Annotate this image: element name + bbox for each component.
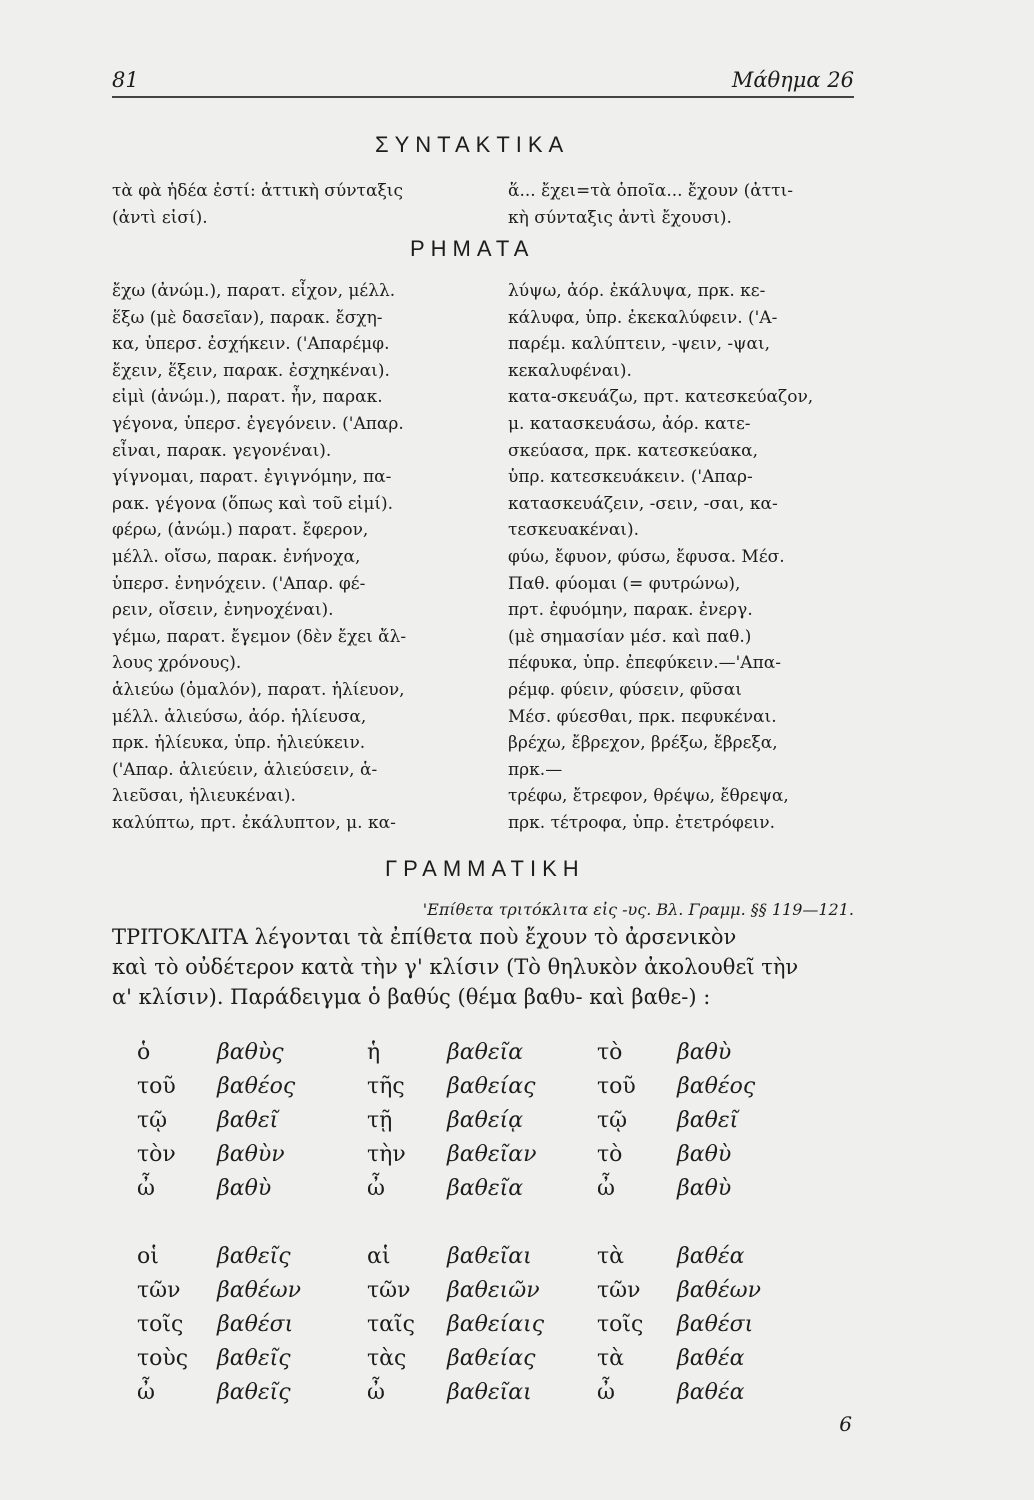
header-rule — [112, 96, 854, 98]
adjective-form-cell: βαθὺ — [677, 1176, 732, 1201]
syntax-heading: ΣΥΝΤΑΚΤΙΚΑ — [375, 132, 570, 157]
grammar-paragraph — [112, 922, 854, 1012]
text-line: λιεῦσαι, ἡλιευκέναι). — [112, 786, 296, 807]
text-line: ὑπρ. κατεσκευάκειν. ('Απαρ- — [508, 467, 753, 488]
text-line: ρειν, οἴσειν, ἐνηνοχέναι). — [112, 600, 334, 621]
lesson-title: Μάθημα 26 — [731, 68, 854, 92]
adjective-form-cell: βαθεῖα — [447, 1040, 524, 1065]
article-cell: αἱ — [367, 1244, 391, 1269]
adjective-form-cell: βαθέος — [677, 1074, 756, 1099]
article-cell: ὦ — [367, 1176, 385, 1201]
adjective-form-cell: βαθεῖαι — [447, 1244, 532, 1269]
article-cell: ὦ — [367, 1380, 385, 1405]
adjective-form-cell: βαθέων — [217, 1278, 301, 1303]
adjective-form-cell: βαθέων — [677, 1278, 761, 1303]
declension-row — [137, 1108, 837, 1142]
text-line: πρτ. ἐφυόμην, παρακ. ἐνεργ. — [508, 600, 753, 621]
declension-row — [137, 1040, 837, 1074]
adjective-form-cell: βαθεῖ — [677, 1108, 739, 1133]
text-line: πρκ. τέτροφα, ὑπρ. ἐτετρόφειν. — [508, 812, 776, 833]
text-line: πρκ.— — [508, 759, 563, 780]
text-line: παρέμ. καλύπτειν, -ψειν, -ψαι, — [508, 334, 771, 355]
text-line: μέλλ. ἁλιεύσω, ἀόρ. ἡλίευσα, — [112, 706, 367, 727]
article-cell: ὦ — [597, 1380, 615, 1405]
adjective-form-cell: βαθεῖαι — [447, 1380, 532, 1405]
verbs-heading: ΡΗΜΑΤΑ — [410, 236, 535, 261]
article-cell: τῇ — [367, 1108, 393, 1133]
article-cell: τοῖς — [137, 1312, 184, 1337]
text-line: ρέμφ. φύειν, φύσειν, φῦσαι — [508, 679, 742, 700]
declension-row — [137, 1312, 837, 1346]
text-line: λους χρόνους). — [112, 653, 242, 674]
text-line: Μέσ. φύεσθαι, πρκ. πεφυκέναι. — [508, 706, 777, 727]
text-line: λύψω, ἀόρ. ἐκάλυψα, πρκ. κε- — [508, 281, 766, 301]
article-cell: τὰ — [597, 1346, 625, 1371]
text-line: κα, ὑπερσ. ἐσχήκειν. ('Απαρέμφ. — [112, 334, 390, 355]
text-line: γέγονα, ὑπερσ. ἐγεγόνειν. ('Απαρ. — [112, 413, 404, 434]
text-line: κεκαλυφέναι). — [508, 360, 632, 381]
adjective-form-cell: βαθέος — [217, 1074, 296, 1099]
text-line: (μὲ σημασίαν μέσ. καὶ παθ.) — [508, 626, 752, 647]
grammar-heading: ΓΡΑΜΜΑΤΙΚΗ — [385, 856, 585, 881]
text-line: τὰ φὰ ἡδέα ἐστί: ἀττικὴ σύνταξις — [112, 181, 403, 201]
declension-row — [137, 1278, 837, 1312]
adjective-form-cell: βαθέα — [677, 1380, 745, 1405]
text-line: φύω, ἔφυον, φύσω, ἔφυσα. Μέσ. — [508, 546, 785, 567]
text-line: ΤΡΙΤΟΚΛΙΤΑ λέγονται τὰ ἐπίθετα ποὺ ἔχουν τὸ ἀρσενικὸν — [112, 925, 737, 949]
text-line: κάλυφα, ὑπρ. ἐκεκαλύφειν. ('Α- — [508, 307, 778, 328]
adjective-form-cell: βαθέα — [677, 1244, 745, 1269]
text-line: πέφυκα, ὑπρ. ἐπεφύκειν.—'Απα- — [508, 653, 781, 674]
adjective-form-cell: βαθέσι — [677, 1312, 754, 1337]
adjective-form-cell: βαθεῖα — [447, 1176, 524, 1201]
article-cell: ἡ — [367, 1040, 381, 1065]
text-line: ἅ... ἔχει=τὰ ὁποῖα... ἔχουν (ἀττι- — [508, 181, 793, 201]
declension-row — [137, 1176, 837, 1210]
article-cell: τοὺς — [137, 1346, 189, 1371]
adjective-form-cell: βαθειῶν — [447, 1278, 540, 1303]
declension-row — [137, 1346, 837, 1380]
grammar-subtitle: 'Επίθετα τριτόκλιτα εἰς -υς. Βλ. Γραμμ. §§ 119—121. — [422, 900, 854, 919]
text-line: εἶναι, παρακ. γεγονέναι). — [112, 440, 332, 461]
adjective-form-cell: βαθέα — [677, 1346, 745, 1371]
article-cell: οἱ — [137, 1244, 159, 1269]
article-cell: τοῦ — [137, 1074, 176, 1099]
article-cell: τῶν — [367, 1278, 411, 1303]
text-line: ρακ. γέγονα (ὅπως καὶ τοῦ εἰμί). — [112, 493, 394, 514]
text-line: πρκ. ἡλίευκα, ὑπρ. ἡλιεύκειν. — [112, 733, 366, 754]
adjective-form-cell: βαθὺν — [217, 1142, 285, 1167]
article-cell: τὸ — [597, 1142, 623, 1167]
article-cell: τὰς — [367, 1346, 407, 1371]
article-cell: τὴν — [367, 1142, 406, 1167]
article-cell: ὦ — [137, 1380, 155, 1405]
adjective-form-cell: βαθεῖ — [217, 1108, 279, 1133]
text-line: τρέφω, ἔτρεφον, θρέψω, ἔθρεψα, — [508, 786, 789, 807]
article-cell: τῆς — [367, 1074, 405, 1099]
adjective-form-cell: βαθείᾳ — [447, 1108, 524, 1133]
adjective-form-cell: βαθεῖς — [217, 1244, 291, 1269]
declension-row — [137, 1244, 837, 1278]
article-cell: ὁ — [137, 1040, 151, 1065]
text-line: καὶ τὸ οὐδέτερον κατὰ τὴν γ' κλίσιν (Τὸ θηλυκὸν ἀκολουθεῖ τὴν — [112, 955, 799, 979]
adjective-form-cell: βαθέσι — [217, 1312, 294, 1337]
article-cell: τοῖς — [597, 1312, 644, 1337]
text-line: εἰμὶ (ἀνώμ.), παρατ. ἦν, παρακ. — [112, 387, 383, 408]
declension-row — [137, 1074, 837, 1108]
text-line: γίγνομαι, παρατ. ἐγιγνόμην, πα- — [112, 467, 392, 488]
syntax-left-column — [112, 178, 403, 231]
text-line: Παθ. φύομαι (= φυτρώνω), — [508, 573, 741, 594]
text-line: κατα-σκευάζω, πρτ. κατεσκεύαζον, — [508, 387, 814, 408]
article-cell: τὰ — [597, 1244, 625, 1269]
text-line: (ἀντὶ εἰσί). — [112, 207, 208, 228]
text-line: α' κλίσιν). Παράδειγμα ὁ βαθύς (θέμα βαθυ- καὶ βαθε-) : — [112, 985, 711, 1009]
page-number: 81 — [112, 68, 139, 92]
text-line: ὑπερσ. ἐνηνόχειν. ('Απαρ. φέ- — [112, 573, 366, 594]
adjective-form-cell: βαθὺ — [677, 1142, 732, 1167]
text-line: φέρω, (ἀνώμ.) παρατ. ἔφερον, — [112, 520, 369, 541]
article-cell: τῷ — [597, 1108, 628, 1133]
declension-row — [137, 1380, 837, 1414]
adjective-form-cell: βαθὺ — [677, 1040, 732, 1065]
article-cell: ταῖς — [367, 1312, 415, 1337]
article-cell: τὸ — [597, 1040, 623, 1065]
article-cell: ὦ — [597, 1176, 615, 1201]
text-line: βρέχω, ἔβρεχον, βρέξω, ἔβρεξα, — [508, 733, 778, 754]
text-line: ἁλιεύω (ὁμαλόν), παρατ. ἡλίευον, — [112, 679, 405, 700]
adjective-form-cell: βαθείαις — [447, 1312, 545, 1337]
adjective-form-cell: βαθὺς — [217, 1040, 284, 1065]
text-line: σκεύασα, πρκ. κατεσκεύακα, — [508, 440, 759, 461]
text-line: κατασκευάζειν, -σειν, -σαι, κα- — [508, 493, 778, 514]
text-line: τεσκευακέναι). — [508, 520, 640, 541]
text-line: μέλλ. οἴσω, παρακ. ἐνήνοχα, — [112, 546, 361, 567]
article-cell: τοῦ — [597, 1074, 636, 1099]
article-cell: τῶν — [137, 1278, 181, 1303]
adjective-form-cell: βαθεῖς — [217, 1380, 291, 1405]
adjective-form-cell: βαθείας — [447, 1074, 536, 1099]
adjective-form-cell: βαθεῖς — [217, 1346, 291, 1371]
text-line: ἕξω (μὲ δασεῖαν), παρακ. ἔσχη- — [112, 307, 383, 328]
adjective-form-cell: βαθὺ — [217, 1176, 272, 1201]
verbs-right-column — [508, 278, 813, 836]
article-cell: τῷ — [137, 1108, 168, 1133]
declension-gap — [137, 1210, 837, 1244]
text-line: γέμω, παρατ. ἔγεμον (δὲν ἔχει ἄλ- — [112, 626, 407, 647]
text-line: ('Απαρ. ἁλιεύειν, ἁλιεύσειν, ἁ- — [112, 759, 378, 780]
text-line: καλύπτω, πρτ. ἐκάλυπτον, μ. κα- — [112, 812, 396, 833]
declension-row — [137, 1142, 837, 1176]
article-cell: τῶν — [597, 1278, 641, 1303]
article-cell: ὦ — [137, 1176, 155, 1201]
verbs-left-column — [112, 278, 406, 836]
sheet-number: 6 — [839, 1412, 852, 1436]
declension-table — [137, 1040, 837, 1414]
text-line: ἔχω (ἀνώμ.), παρατ. εἶχον, μέλλ. — [112, 281, 396, 301]
text-line: μ. κατασκευάσω, ἀόρ. κατε- — [508, 413, 751, 434]
adjective-form-cell: βαθείας — [447, 1346, 536, 1371]
adjective-form-cell: βαθεῖαν — [447, 1142, 537, 1167]
article-cell: τὸν — [137, 1142, 176, 1167]
text-line: ἔχειν, ἕξειν, παρακ. ἐσχηκέναι). — [112, 360, 390, 381]
text-line: κὴ σύνταξις ἀντὶ ἔχουσι). — [508, 207, 732, 228]
syntax-right-column — [508, 178, 793, 231]
